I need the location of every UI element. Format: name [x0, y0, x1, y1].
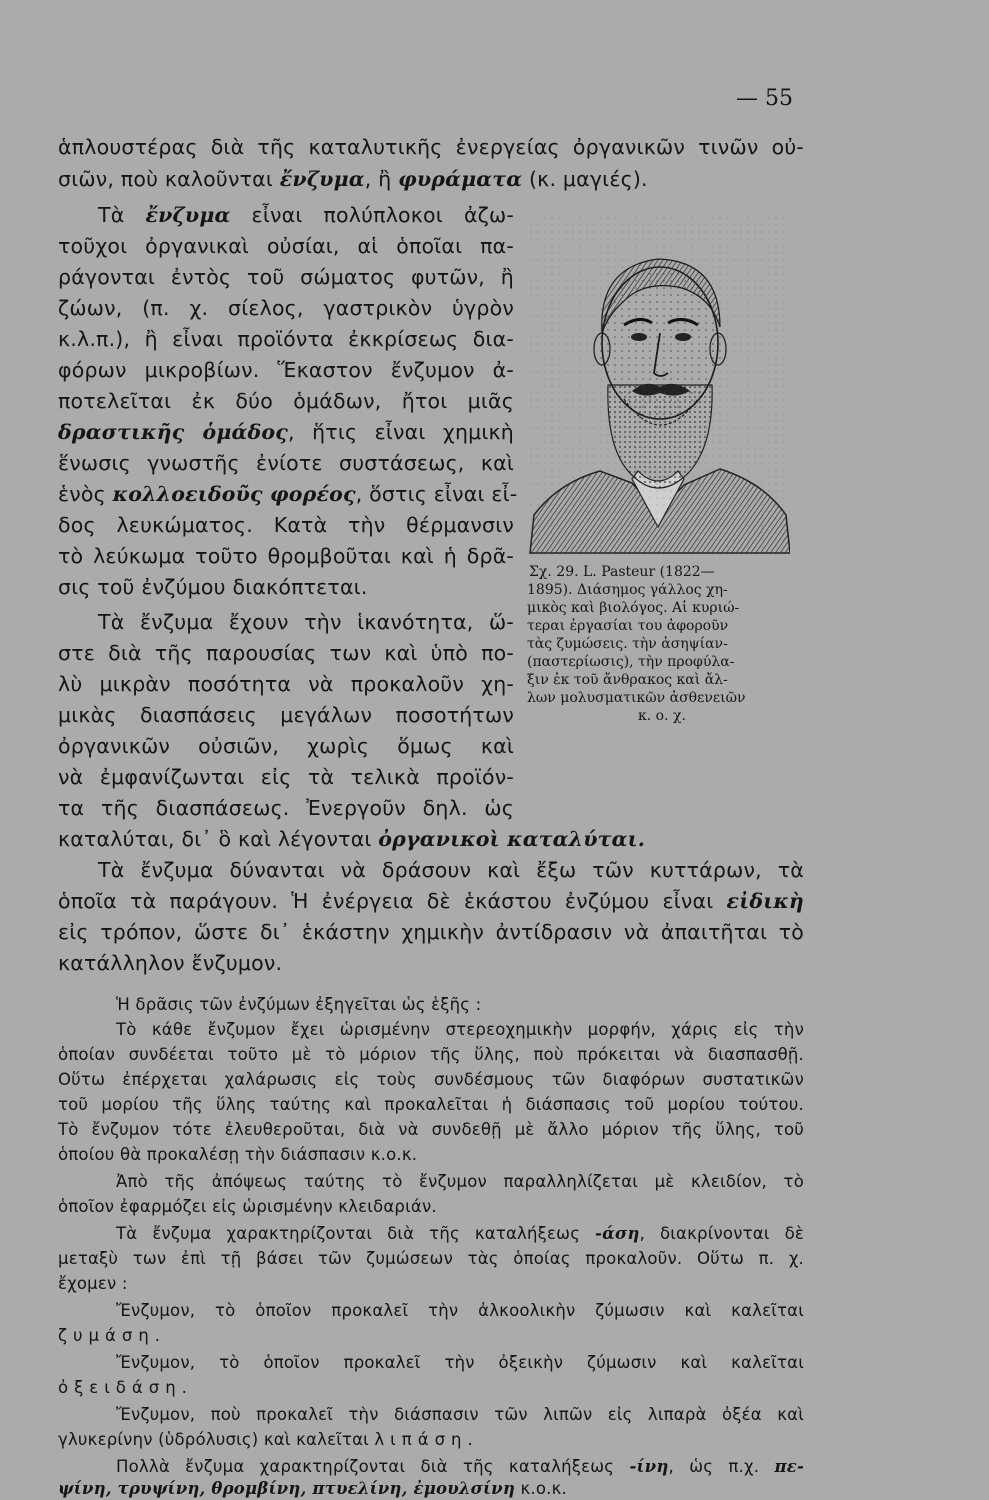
caption-line: Σχ. 29. L. Pasteur (1822—	[529, 564, 715, 580]
text-line: ποτελεῖται ἐκ δύο ὁμάδων, ἤτοι μιᾶς	[58, 389, 514, 413]
text-line: νὰ ἐμφανίζωνται εἰς τὰ τελικὰ προϊόν-	[58, 765, 514, 789]
small-text-line: ἔχομεν :	[58, 1274, 128, 1293]
caption-line: τεραι ἐργασίαι του ἀφοροῦν	[527, 618, 729, 634]
small-text-line: Οὕτω ἐπέρχεται χαλάρωσις εἰς τοὺς συνδέσμους τῶν διαφόρων συστατικῶν	[58, 1070, 804, 1089]
text-line: ράγονται ἐντὸς τοῦ σώματος φυτῶν, ἢ	[58, 265, 514, 289]
small-text-line: ὁποίαν συνδέεται τοῦτο μὲ τὸ μόριον τῆς ὕλης, ποὺ πρόκειται νὰ διασπασθῇ.	[58, 1045, 804, 1064]
caption-line: ξιν ἐκ τοῦ ἄνθρακος καὶ ἄλ-	[527, 672, 728, 688]
small-text-line: Ἔνζυμον, ποὺ προκαλεῖ τὴν διάσπασιν τῶν λιπῶν εἰς λιπαρὰ ὀξέα καὶ	[116, 1405, 804, 1424]
small-text-line: Ἀπὸ τῆς ἀπόψεως ταύτης τὸ ἔνζυμον παραλληλίζεται μὲ κλειδίον, τὸ	[116, 1172, 804, 1191]
text-line: δραστικῆς ὁμάδος, ἥτις εἶναι χημικὴ	[58, 420, 514, 444]
small-text-line: ὀξειδάση.	[58, 1378, 193, 1397]
small-text-line: ὁποίου θὰ προκαλέσῃ τὴν διάσπασιν κ.ο.κ.	[58, 1145, 418, 1164]
text-line: καταλύται, δι᾽ ὃ καὶ λέγονται ὀργανικοὶ καταλύται.	[58, 827, 646, 851]
small-text-line: γλυκερίνην (ὑδρόλυσις) καὶ καλεῖται λιπάση.	[58, 1430, 479, 1449]
text-line: Τὰ ἔνζυμα δύνανται νὰ δράσουν καὶ ἔξω τῶν κυττάρων, τὰ	[98, 858, 804, 882]
caption-line: 1895). Διάσημος γάλλος χη-	[527, 582, 728, 598]
small-text-line: Πολλὰ ἔνζυμα χαρακτηρίζονται διὰ τῆς καταλήξεως -ίνη, ὡς π.χ. πε-	[116, 1457, 804, 1476]
text-line: εἰς τρόπον, ὥστε δι᾽ ἑκάστην χημικὴν ἀντίδρασιν νὰ ἀπαιτῆται τὸ	[58, 920, 804, 944]
text-line: ὁποῖα τὰ παράγουν. Ἡ ἐνέργεια δὲ ἑκάστου ἐνζύμου εἶναι εἰδικὴ	[58, 889, 804, 913]
text-line: Τὰ ἔνζυμα εἶναι πολύπλοκοι ἀζω-	[98, 203, 514, 227]
caption-line: κ. ο. χ.	[638, 708, 686, 724]
text-line: μικὰς διασπάσεις μεγάλων ποσοτήτων	[58, 703, 514, 727]
text-line: κατάλληλον ἔνζυμον.	[58, 951, 283, 975]
text-line: δος λευκώματος. Κατὰ τὴν θέρμανσιν	[58, 513, 514, 537]
text-line: σιῶν, ποὺ καλοῦνται ἔνζυμα, ἢ φυράματα (κ. μαγιές).	[58, 167, 648, 191]
text-line: ἁπλουστέρας διὰ τῆς καταλυτικῆς ἐνεργείας ὀργανικῶν τινῶν οὐ-	[58, 135, 804, 159]
page-number: — 55	[736, 86, 793, 111]
text-line: τοῦχοι ὀργανικαὶ οὐσίαι, αἱ ὁποῖαι πα-	[58, 234, 514, 258]
small-text-line: ὁποῖον ἐφαρμόζει εἰς ὡρισμένην κλειδαριάν.	[58, 1197, 437, 1216]
text-line: Τὰ ἔνζυμα ἔχουν τὴν ἱκανότητα, ὥ-	[98, 610, 514, 634]
text-line: κ.λ.π.), ἢ εἶναι προϊόντα ἐκκρίσεως δια-	[58, 327, 514, 351]
caption-line: (παστερίωσις), τὴν προφύλα-	[527, 654, 735, 670]
text-line: ἕνωσις γνωστῆς ἐνίοτε συστάσεως, καὶ	[58, 451, 514, 475]
small-text-line: ψίνη, τρυψίνη, θρομβίνη, πτυελίνη, ἐμουλσίνη κ.ο.κ.	[58, 1479, 567, 1498]
small-text-line: Τὰ ἔνζυμα χαρακτηρίζονται διὰ τῆς καταλήξεως -άση, διακρίνονται δὲ	[116, 1224, 804, 1243]
portrait-illustration	[528, 215, 790, 555]
text-line: σις τοῦ ἐνζύμου διακόπτεται.	[58, 575, 368, 599]
small-text-line: Τὸ ἔνζυμον τότε ἐλευθεροῦται, διὰ νὰ συνδεθῇ μὲ ἄλλο μόριον τῆς ὕλης, τοῦ	[58, 1120, 804, 1139]
small-text-line: Ἔνζυμον, τὸ ὁποῖον προκαλεῖ τὴν ὀξεικὴν ζύμωσιν καὶ καλεῖται	[116, 1353, 804, 1372]
text-line: τὸ λεύκωμα τοῦτο θρομβοῦται καὶ ἡ δρᾶ-	[58, 544, 514, 568]
text-line: ἑνὸς κολλοειδοῦς φορέος, ὅστις εἶναι εἶ-	[58, 482, 518, 506]
small-text-line: Ἡ δρᾶσις τῶν ἐνζύμων ἐξηγεῖται ὡς ἑξῆς :	[116, 995, 482, 1014]
small-text-line: τοῦ μορίου τῆς ὕλης ταύτης καὶ προκαλεῖται ἡ διάσπασις τοῦ μορίου τούτου.	[58, 1095, 804, 1114]
caption-line: λων μολυσματικῶν ἀσθενειῶν	[527, 690, 746, 706]
caption-line: τὰς ζυμώσεις. τὴν ἀσηψίαν-	[527, 636, 728, 652]
text-line: τα τῆς διασπάσεως. Ἐνεργοῦν δηλ. ὡς	[58, 796, 514, 820]
small-text-line: ζυμάση.	[58, 1326, 167, 1345]
text-line: φόρων μικροβίων. Ἕκαστον ἔνζυμον ἀ-	[58, 358, 514, 382]
figure-caption	[527, 563, 797, 725]
text-line: ὀργανικῶν οὐσιῶν, χωρὶς ὅμως καὶ	[58, 734, 514, 758]
text-line: ζώων, (π. χ. σίελος, γαστρικὸν ὑγρὸν	[58, 296, 514, 320]
small-text-line: μεταξὺ των ἐπὶ τῇ βάσει τῶν ζυμώσεων τὰς ὁποίας προκαλοῦν. Οὕτω π. χ.	[58, 1249, 804, 1268]
small-text-line: Ἔνζυμον, τὸ ὁποῖον προκαλεῖ τὴν ἀλκοολικὴν ζύμωσιν καὶ καλεῖται	[116, 1301, 804, 1320]
small-text-line: Τὸ κάθε ἔνζυμον ἔχει ὡρισμένην στερεοχημικὴν μορφήν, χάρις εἰς τὴν	[116, 1020, 804, 1039]
text-line: λὺ μικρὰν ποσότητα νὰ προκαλοῦν χη-	[58, 672, 514, 696]
caption-line: μικὸς καὶ βιολόγος. Αἱ κυριώ-	[527, 600, 740, 616]
text-line: στε διὰ τῆς παρουσίας των καὶ ὑπὸ πο-	[58, 641, 514, 665]
